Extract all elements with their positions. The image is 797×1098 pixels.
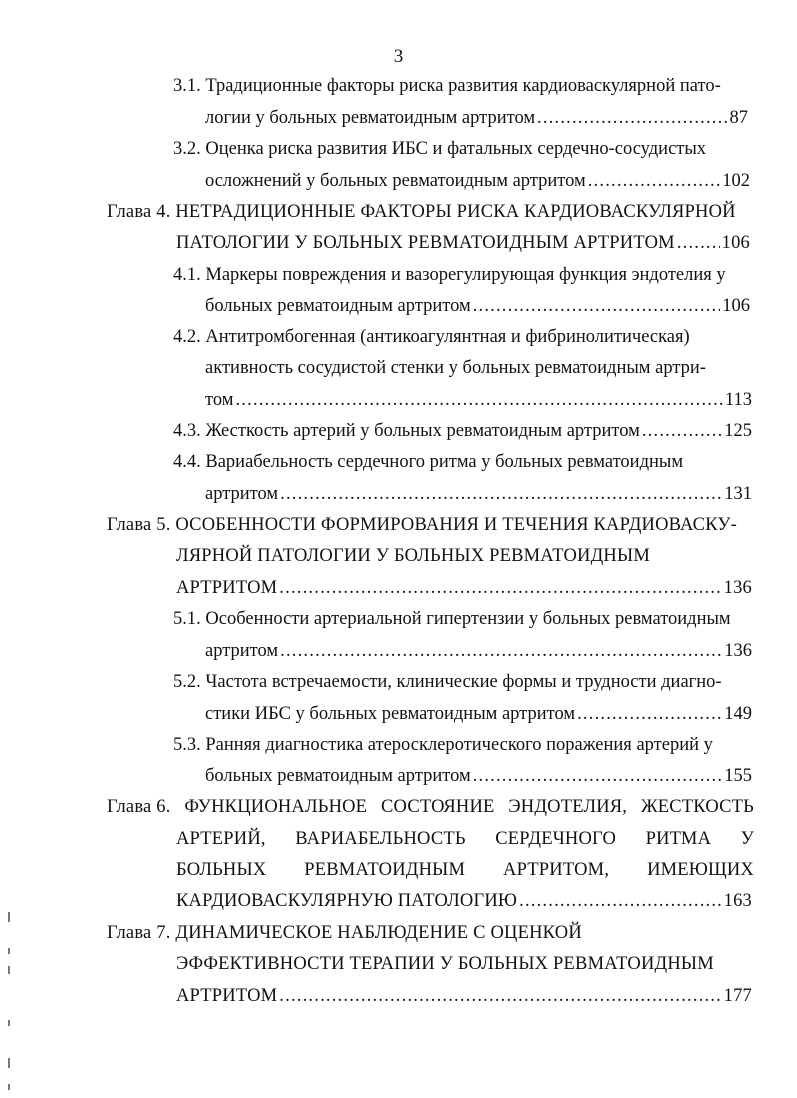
toc-chapter-6-word: БОЛЬНЫХ: [176, 860, 267, 880]
toc-chapter-6-line3: [176, 859, 754, 881]
toc-entry-4-2-line1: 4.2. Антитромбогенная (антикоагулянтная и фибринолитическая): [173, 327, 690, 347]
toc-chapter-6-page: 163: [723, 891, 752, 911]
toc-entry-5-3-page: 155: [724, 766, 752, 786]
toc-entry-3-2-line2: [205, 170, 750, 192]
toc-entry-5-1-page: 136: [724, 641, 752, 661]
toc-entry-5-2-title: стики ИБС у больных ревматоидным артритом: [205, 704, 576, 724]
leader-dots: [235, 389, 722, 411]
toc-chapter-7-line2: ЭФФЕКТИВНОСТИ ТЕРАПИИ У БОЛЬНЫХ РЕВМАТОИДНЫМ: [176, 954, 714, 974]
scan-artifact: [8, 966, 10, 974]
toc-entry-3-2-line1: 3.2. Оценка риска развития ИБС и фатальных сердечно-сосудистых: [173, 139, 707, 159]
toc-entry-3-1-title: логии у больных ревматоидным артритом: [205, 108, 536, 128]
toc-chapter-5-line3: [176, 577, 752, 599]
toc-chapter-4-title: ПАТОЛОГИИ У БОЛЬНЫХ РЕВМАТОИДНЫМ АРТРИТОМ: [176, 233, 675, 253]
toc-chapter-6-title: КАРДИОВАСКУЛЯРНУЮ ПАТОЛОГИЮ: [176, 891, 518, 911]
toc-entry-4-3: [173, 420, 752, 442]
toc-entry-5-3-line1: 5.3. Ранняя диагностика атеросклеротического поражения артерий у: [173, 735, 713, 755]
toc-entry-3-1-page: 87: [729, 108, 748, 128]
toc-entry-5-2-line2: [205, 703, 752, 725]
toc-chapter-6-line4: [176, 890, 752, 912]
scan-artifact: [8, 1084, 10, 1090]
leader-dots: [642, 420, 722, 442]
toc-chapter-6-word: ИМЕЮЩИХ: [647, 860, 754, 880]
toc-chapter-6-line1: [107, 796, 754, 818]
toc-chapter-4-line2: [176, 232, 750, 254]
toc-entry-4-2-page: 113: [724, 390, 752, 410]
toc-chapter-7-page: 177: [723, 986, 752, 1006]
toc-chapter-6-word: АРТРИТОМ,: [503, 860, 610, 880]
leader-dots: [279, 985, 721, 1007]
toc-entry-5-1-title: артритом: [205, 641, 279, 661]
toc-chapter-5-title: АРТРИТОМ: [176, 578, 278, 598]
toc-chapter-6-word: РИТМА: [645, 829, 712, 849]
toc-entry-4-1-title: больных ревматоидным артритом: [205, 296, 471, 316]
toc-entry-4-2-line3: [205, 389, 752, 411]
leader-dots: [588, 170, 721, 192]
toc-entry-4-4-title: артритом: [205, 484, 279, 504]
leader-dots: [280, 640, 722, 662]
toc-chapter-6-word: ВАРИАБЕЛЬНОСТЬ: [295, 829, 466, 849]
toc-entry-4-2-line2: активность сосудистой стенки у больных ревматоидным артри-: [205, 358, 706, 378]
leader-dots: [577, 703, 722, 725]
toc-entry-5-1-line1: 5.1. Особенности артериальной гипертензии у больных ревматоидным: [173, 609, 731, 629]
toc-chapter-6-word: АРТЕРИЙ,: [176, 829, 266, 849]
toc-entry-3-1-line1: 3.1. Традиционные факторы риска развития кардиоваскулярной пато-: [173, 76, 721, 96]
toc-chapter-6-word: РЕВМАТОИДНЫМ: [304, 860, 466, 880]
leader-dots: [280, 483, 722, 505]
leader-dots: [537, 107, 727, 129]
toc-entry-3-1-line2: [205, 107, 748, 129]
leader-dots: [473, 765, 723, 787]
scan-artifact: [8, 912, 10, 922]
toc-entry-5-1-line2: [205, 640, 752, 662]
toc-chapter-7-line1: Глава 7. ДИНАМИЧЕСКОЕ НАБЛЮДЕНИЕ С ОЦЕНКОЙ: [107, 923, 582, 943]
toc-chapter-5-page: 136: [723, 578, 752, 598]
toc-chapter-6-line2: [176, 828, 754, 850]
toc-entry-5-3-title: больных ревматоидным артритом: [205, 766, 471, 786]
toc-chapter-6-label: Глава 6.: [107, 797, 171, 817]
toc-chapter-6-word: У: [740, 829, 754, 849]
toc-entry-5-2-line1: 5.2. Частота встречаемости, клинические формы и трудности диагно-: [173, 672, 722, 692]
toc-chapter-5-line1: Глава 5. ОСОБЕННОСТИ ФОРМИРОВАНИЯ И ТЕЧЕНИЯ КАРДИОВАСКУ-: [107, 515, 738, 535]
leader-dots: [473, 295, 721, 317]
leader-dots: [279, 577, 721, 599]
toc-chapter-4-line1: Глава 4. НЕТРАДИЦИОННЫЕ ФАКТОРЫ РИСКА КАРДИОВАСКУЛЯРНОЙ: [107, 202, 736, 222]
toc-entry-4-4-page: 131: [724, 484, 752, 504]
scan-artifact: [8, 948, 10, 954]
toc-chapter-7-line3: [176, 985, 752, 1007]
toc-entry-3-2-page: 102: [722, 171, 750, 191]
toc-entry-5-2-page: 149: [724, 704, 752, 724]
toc-entry-4-3-page: 125: [724, 421, 752, 441]
toc-entry-5-3-line2: [205, 765, 752, 787]
toc-entry-4-4-line2: [205, 483, 752, 505]
toc-entry-4-4-line1: 4.4. Вариабельность сердечного ритма у больных ревматоидным: [173, 452, 684, 472]
scan-artifact: [8, 1020, 10, 1026]
toc-chapter-7-title: АРТРИТОМ: [176, 986, 278, 1006]
toc-chapter-6-word: СЕРДЕЧНОГО: [495, 829, 617, 849]
page-number: 3: [393, 46, 404, 67]
toc-entry-4-3-title: 4.3. Жесткость артерий у больных ревматоидным артритом: [173, 421, 640, 441]
toc-chapter-5-line2: ЛЯРНОЙ ПАТОЛОГИИ У БОЛЬНЫХ РЕВМАТОИДНЫМ: [176, 546, 650, 566]
toc-entry-3-2-title: осложнений у больных ревматоидным артритом: [205, 171, 586, 191]
toc-entry-4-1-line1: 4.1. Маркеры повреждения и вазорегулирующая функция эндотелия у: [173, 265, 726, 285]
leader-dots: [677, 232, 720, 254]
leader-dots: [519, 890, 722, 912]
toc-entry-4-2-title: том: [205, 390, 234, 410]
toc-chapter-6-title-start: ФУНКЦИОНАЛЬНОЕ СОСТОЯНИЕ ЭНДОТЕЛИЯ, ЖЕСТКОСТЬ: [184, 797, 754, 817]
toc-entry-4-1-line2: [205, 295, 750, 317]
toc-entry-4-1-page: 106: [722, 296, 750, 316]
scan-artifact: [8, 1058, 10, 1068]
toc-chapter-4-page: 106: [721, 233, 750, 253]
